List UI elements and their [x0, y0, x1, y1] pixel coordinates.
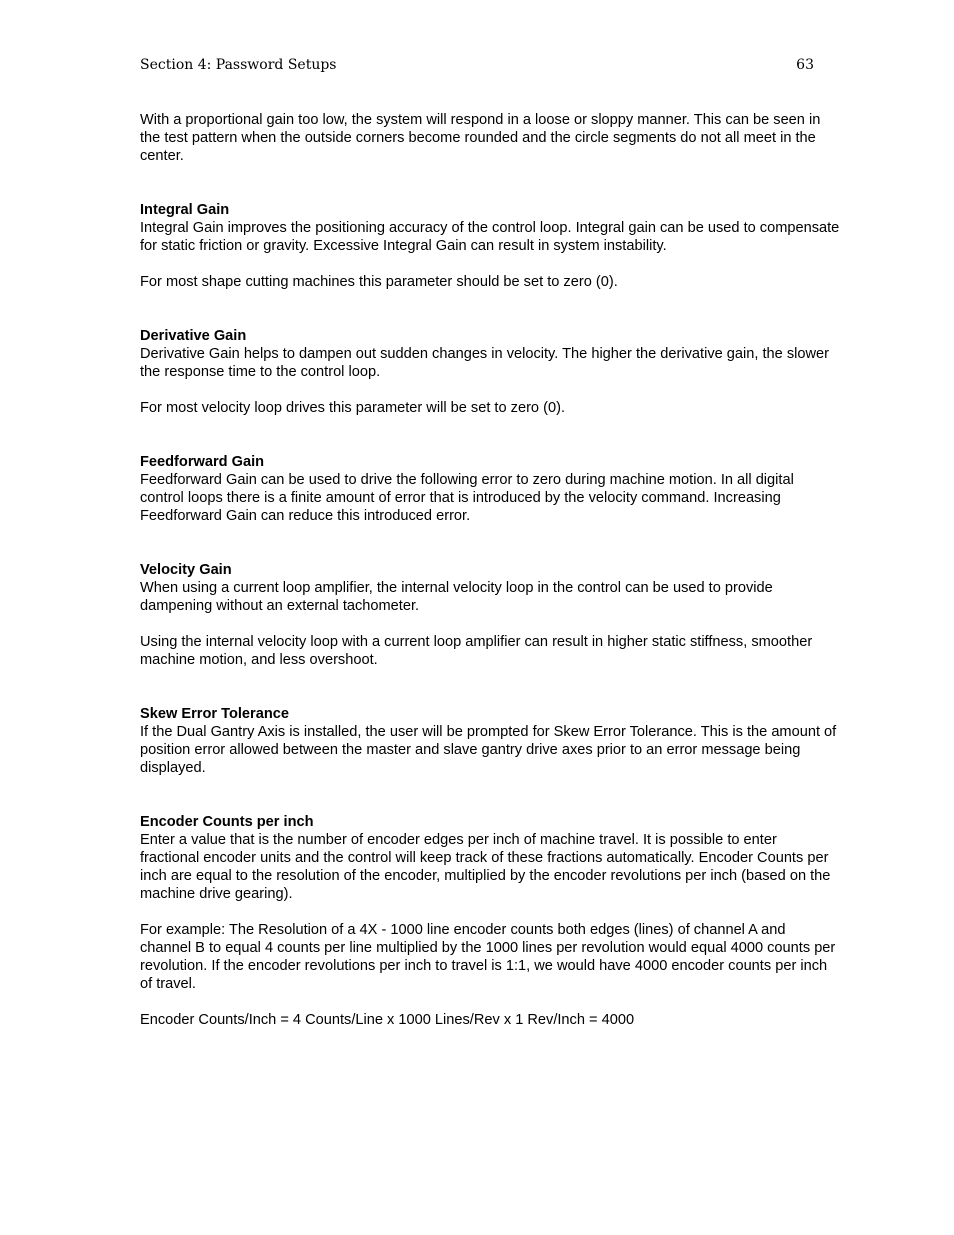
section-heading: Feedforward Gain — [140, 454, 265, 470]
intro-paragraph: With a proportional gain too low, the system will respond in a loose or sloppy manner. This can be seen in the test pattern when the outside corners become rounded and the circle segments do not all meet in the center. — [140, 112, 821, 164]
section-skew-error-tolerance — [140, 705, 840, 777]
section-paragraph: For most velocity loop drives this parameter will be set to zero (0). — [140, 400, 565, 416]
section-heading: Velocity Gain — [140, 562, 232, 578]
section-heading: Encoder Counts per inch — [140, 814, 314, 830]
section-velocity-gain — [140, 561, 840, 669]
section-paragraph: Derivative Gain helps to dampen out sudden changes in velocity. The higher the derivative gain, the slower the response time to the control loop. — [140, 346, 830, 380]
section-heading: Derivative Gain — [140, 328, 247, 344]
section-paragraph: If the Dual Gantry Axis is installed, the user will be prompted for Skew Error Tolerance. This is the amount of position error allowed between the master and slave gantry drive axes prior to an error message being displayed. — [140, 724, 837, 776]
page-number: 63 — [796, 57, 814, 73]
section-paragraph: For most shape cutting machines this parameter should be set to zero (0). — [140, 274, 618, 290]
section-encoder-counts-per-inch — [140, 813, 840, 1029]
section-derivative-gain — [140, 327, 840, 417]
section-paragraph: Using the internal velocity loop with a current loop amplifier can result in higher static stiffness, smoother machine motion, and less overshoot. — [140, 634, 813, 668]
section-feedforward-gain — [140, 453, 840, 525]
section-integral-gain — [140, 201, 840, 291]
document-body — [140, 111, 840, 1029]
section-heading: Skew Error Tolerance — [140, 706, 289, 722]
section-paragraph: Integral Gain improves the positioning accuracy of the control loop. Integral gain can be used to compensate for static friction or gravity. Excessive Integral Gain can result in system instability. — [140, 220, 840, 254]
section-paragraph: Enter a value that is the number of encoder edges per inch of machine travel. It is possible to enter fractional encoder units and the control will keep track of these fractions automatically. Encoder Counts per inch are equal to the resolution of the encoder, multiplied by the encoder revolutions per inch (based on the machine drive gearing). — [140, 832, 831, 902]
page-header — [140, 57, 814, 77]
section-heading: Integral Gain — [140, 202, 230, 218]
section-paragraph: For example: The Resolution of a 4X - 1000 line encoder counts both edges (lines) of channel A and channel B to equal 4 counts per line multiplied by the 1000 lines per revolution would equal 4000 counts per revolution. If the encoder revolutions per inch to travel is 1:1, we would have 4000 encoder counts per inch of travel. — [140, 922, 836, 992]
section-title: Section 4: Password Setups — [140, 57, 337, 73]
section-paragraph: Feedforward Gain can be used to drive the following error to zero during machine motion. In all digital control loops there is a finite amount of error that is introduced by the velocity command. Increasing Feedforward Gain can reduce this introduced error. — [140, 472, 794, 524]
section-paragraph: When using a current loop amplifier, the internal velocity loop in the control can be used to provide dampening without an external tachometer. — [140, 580, 773, 614]
formula-paragraph: Encoder Counts/Inch = 4 Counts/Line x 1000 Lines/Rev x 1 Rev/Inch = 4000 — [140, 1012, 635, 1028]
